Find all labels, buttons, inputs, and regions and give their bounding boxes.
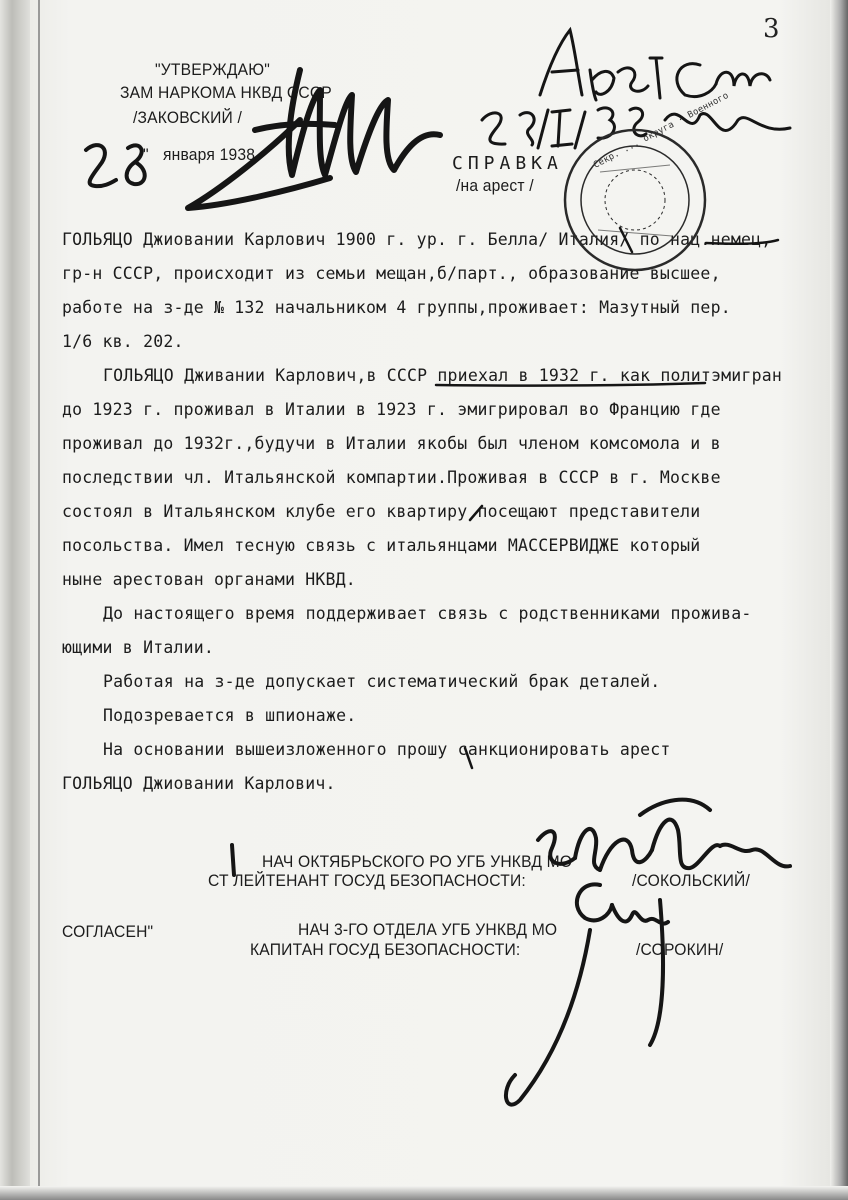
approval-date-quote: " [143, 145, 149, 164]
page-bottom-edge [0, 1186, 848, 1200]
signatory-2-name: /СОРОКИН/ [636, 940, 724, 959]
body-line: гр-н СССР, происходит из семьи мещан,б/парт., образование высшее, [62, 264, 721, 283]
page-left-edge [0, 0, 30, 1200]
body-line: до 1923 г. проживал в Италии в 1923 г. эмигрировал во Францию где [62, 400, 721, 419]
signatory-2-position: НАЧ 3-ГО ОТДЕЛА УГБ УНКВД МО [298, 920, 558, 939]
body-line: 1/6 кв. 202. [62, 332, 184, 351]
body-line: ГОЛЬЯЦО Джиовании Карлович. [62, 774, 336, 793]
body-line: последствии чл. Итальянской компартии.Проживая в СССР в г. Москве [62, 468, 721, 487]
body-line: ГОЛЬЯЦО Дживании Карлович,в СССР приехал в 1932 г. как политэмигран [103, 366, 782, 385]
body-line: Работая на з-де допускает систематический брак деталей. [103, 672, 661, 691]
agreed-label: СОГЛАСЕН" [62, 922, 154, 941]
body-line: посольства. Имел тесную связь с итальянцами МАССЕРВИДЖЕ который [62, 536, 701, 555]
body-line: Подозревается в шпионаже. [103, 706, 357, 725]
approval-date: января 1938 [163, 145, 256, 164]
handwritten-date-number-text [92, 142, 138, 183]
page-right-edge [830, 0, 848, 1200]
body-line: ГОЛЬЯЦО Джиовании Карлович 1900 г. ур. г. Белла/ Италия/ по нац.немец, [62, 230, 772, 249]
document-subtitle: /на арест / [456, 176, 534, 195]
handwritten-note-date-text [480, 104, 596, 142]
round-stamp [565, 130, 705, 270]
signatory-2-rank: КАПИТАН ГОСУД БЕЗОПАСНОСТИ: [250, 940, 521, 959]
document-title: СПРАВКА [452, 153, 563, 174]
page-binding-line [38, 0, 40, 1200]
body-line: работе на з-де № 132 начальником 4 группы,проживает: Мазутный пер. [62, 298, 731, 317]
signatory-1-position: НАЧ ОКТЯБРЬСКОГО РО УГБ УНКВД МО [262, 852, 573, 871]
signature-sorokin [506, 884, 668, 1104]
approval-heading: "УТВЕРЖДАЮ" [155, 60, 271, 79]
signatory-1-name: /СОКОЛЬСКИЙ/ [632, 871, 751, 890]
body-line: проживал до 1932г.,будучи в Италии якобы был членом комсомола и в [62, 434, 721, 453]
body-line: ющими в Италии. [62, 638, 215, 657]
stamp-text: Секр. ... округа · Военного [592, 90, 731, 171]
signatory-1-rank: СТ ЛЕЙТЕНАНТ ГОСУД БЕЗОПАСНОСТИ: [208, 871, 526, 890]
page-number: 3 [763, 14, 780, 44]
approval-name: /ЗАКОВСКИЙ / [133, 108, 243, 127]
body-line: На основании вышеизложенного прошу санкционировать арест [103, 740, 671, 759]
body-line: ныне арестован органами НКВД. [62, 570, 356, 589]
body-line: состоял в Итальянском клубе его квартиру посещают представители [62, 502, 701, 521]
body-line: До настоящего время поддерживает связь с родственниками прожива- [103, 604, 752, 623]
handwritten-note-text [540, 28, 827, 74]
approval-position: ЗАМ НАРКОМА НКВД СССР [120, 83, 332, 102]
